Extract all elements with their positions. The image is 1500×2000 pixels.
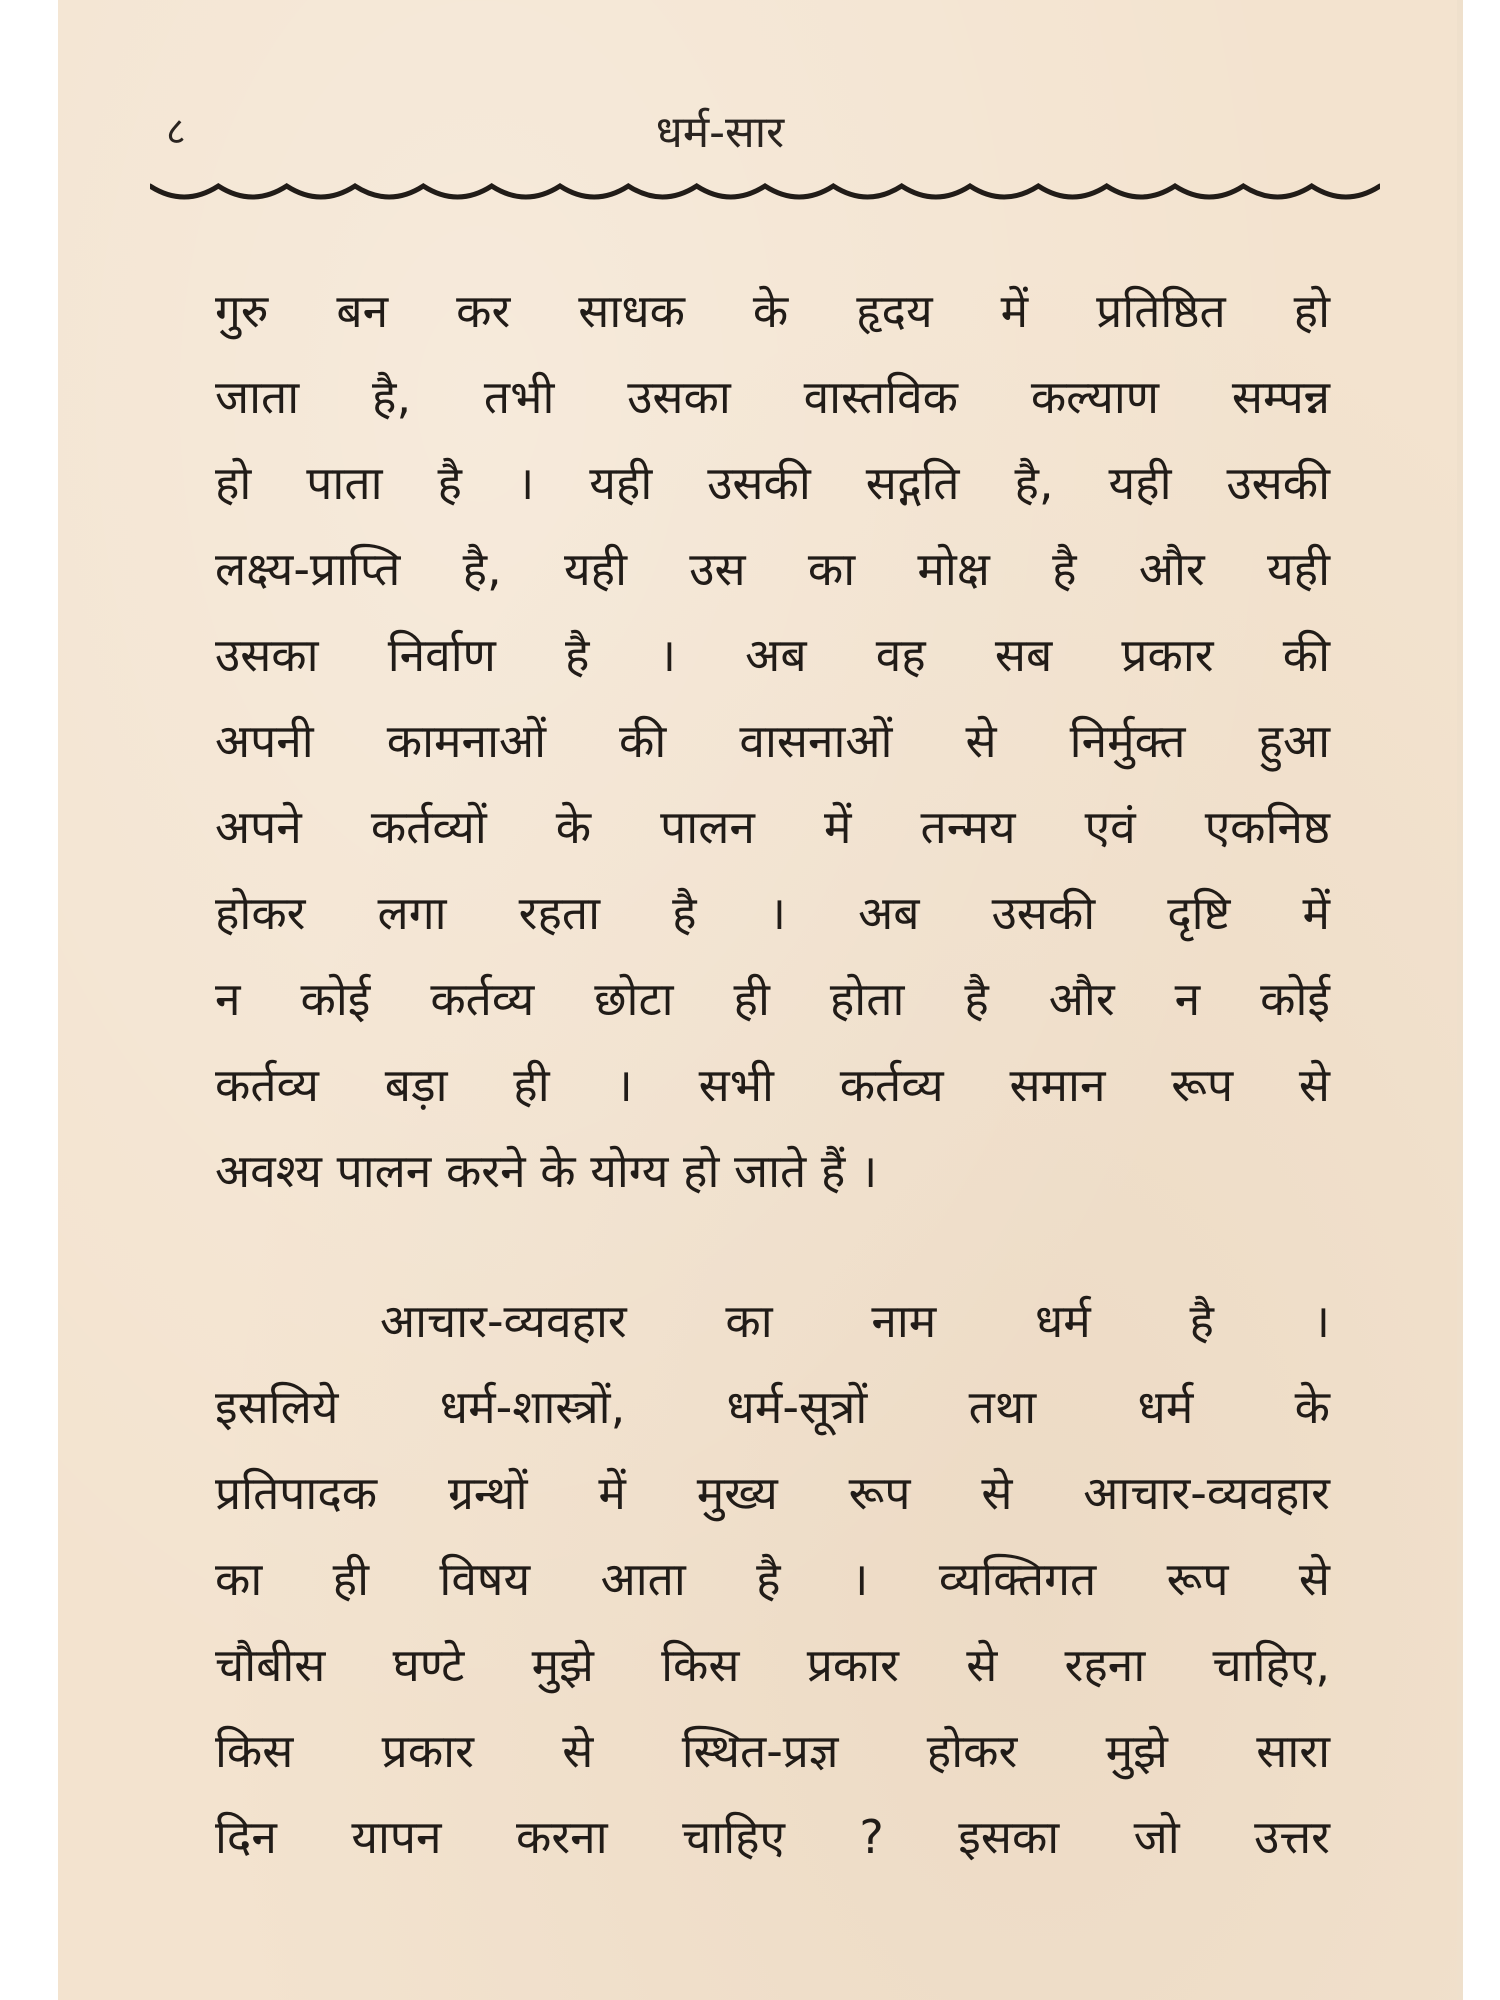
wavy-divider-line bbox=[150, 186, 1380, 197]
paragraph-2 bbox=[215, 1278, 1330, 1880]
paragraph-line: गुरु बन कर साधक के हृदय में प्रतिष्ठित हो bbox=[215, 284, 1330, 338]
paragraph-line: होकर लगा रहता है । अब उसकी दृष्टि में bbox=[215, 886, 1330, 940]
paragraph-line: चौबीस घण्टे मुझे किस प्रकार से रहना चाहिए, bbox=[215, 1638, 1330, 1692]
wavy-divider bbox=[150, 178, 1380, 212]
paragraph-line: लक्ष्य-प्राप्ति है, यही उस का मोक्ष है और यही bbox=[215, 542, 1330, 596]
paragraph-line: अपने कर्तव्यों के पालन में तन्मय एवं एकनिष्ठ bbox=[215, 800, 1330, 854]
page-number: ८ bbox=[166, 109, 186, 153]
running-title: धर्म-सार bbox=[655, 107, 785, 158]
paragraph-line: का ही विषय आता है । व्यक्तिगत रूप से bbox=[215, 1552, 1330, 1606]
page-edge bbox=[1457, 0, 1463, 2000]
paragraph-line: किस प्रकार से स्थित-प्रज्ञ होकर मुझे सारा bbox=[215, 1724, 1330, 1778]
paragraph-line: इसलिये धर्म-शास्त्रों, धर्म-सूत्रों तथा धर्म के bbox=[215, 1380, 1330, 1434]
paragraph-line: प्रतिपादक ग्रन्थों में मुख्य रूप से आचार-व्यवहार bbox=[215, 1466, 1330, 1520]
paragraph-1 bbox=[215, 268, 1330, 1214]
paragraph-line: जाता है, तभी उसका वास्तविक कल्याण सम्पन्न bbox=[215, 370, 1330, 424]
paragraph-line: उसका निर्वाण है । अब वह सब प्रकार की bbox=[215, 628, 1330, 682]
paragraph-line: दिन यापन करना चाहिए ? इसका जो उत्तर bbox=[215, 1810, 1330, 1864]
paragraph-line: कर्तव्य बड़ा ही । सभी कर्तव्य समान रूप से bbox=[215, 1058, 1330, 1112]
paragraph-line: आचार-व्यवहार का नाम धर्म है । bbox=[380, 1294, 1330, 1348]
paragraph-line: अपनी कामनाओं की वासनाओं से निर्मुक्त हुआ bbox=[215, 714, 1330, 768]
paragraph-line: अवश्य पालन करने के योग्य हो जाते हैं । bbox=[215, 1144, 878, 1198]
paragraph-line: हो पाता है । यही उसकी सद्गति है, यही उसकी bbox=[215, 456, 1330, 510]
page-header bbox=[160, 100, 1280, 160]
paragraph-line: न कोई कर्तव्य छोटा ही होता है और न कोई bbox=[215, 972, 1330, 1026]
